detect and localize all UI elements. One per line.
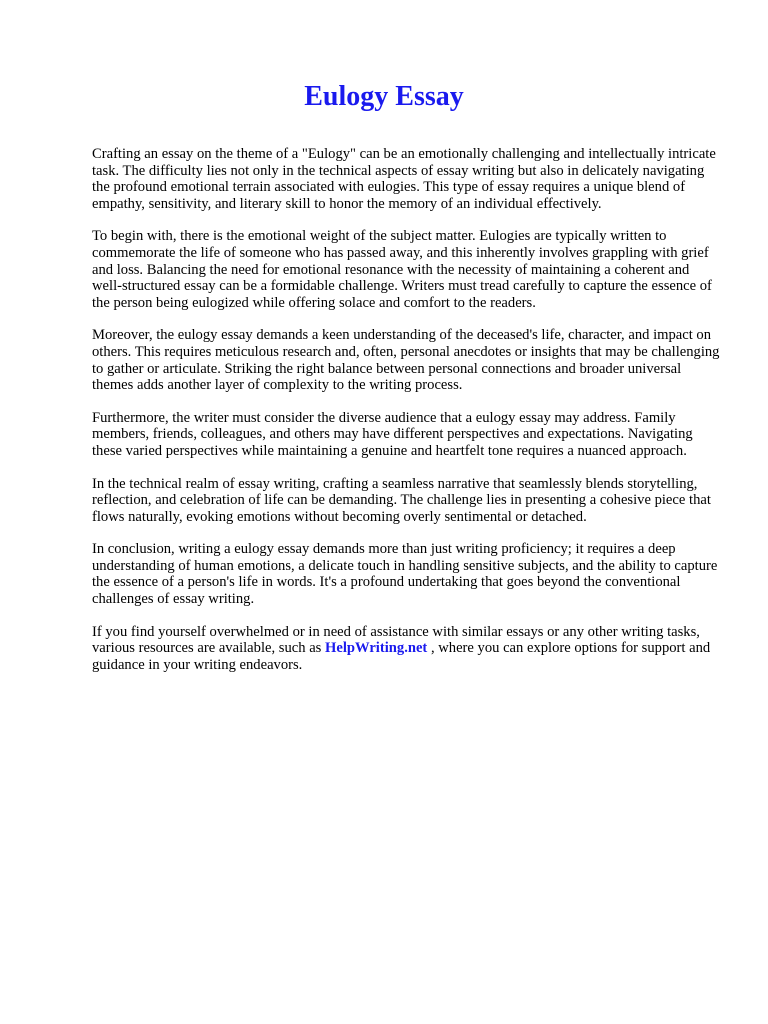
paragraph-intro: Crafting an essay on the theme of a "Eulogy" can be an emotionally challenging and intellectually intricate task. The difficulty lies not only in the technical aspects of essay writing but also in delicately navigating the profound emotional terrain associated with eulogies. This type of essay requires a unique blend of empathy, sensitivity, and literary skill to honor the memory of an individual effectively. [92, 146, 716, 212]
paragraph-conclusion: In conclusion, writing a eulogy essay demands more than just writing proficiency; it requires a deep understanding of human emotions, a delicate touch in handling sensitive subjects, and the ability to capture the essence of a person's life in words. It's a profound undertaking that goes beyond the conventional challenges of essay writing. [92, 541, 718, 608]
helpwriting-link[interactable]: HelpWriting.net [325, 640, 428, 657]
document-body [92, 146, 722, 689]
document-title: Eulogy Essay [304, 81, 464, 112]
resources-text-before: If you find yourself overwhelmed or in need of assistance with similar essays or any other writing tasks, various resources are available, such as [92, 623, 700, 657]
paragraph-emotional-weight: To begin with, there is the emotional weight of the subject matter. Eulogies are typically written to commemorate the life of someone who has passed away, and this inherently involves grappling with grief and loss. Balancing the need for emotional resonance with the necessity of maintaining a coherent and well-structured essay can be a formidable challenge. Writers must tread carefully to capture the essence of the person being eulogized while offering solace and comfort to the readers. [92, 228, 712, 311]
paragraph-audience: Furthermore, the writer must consider the diverse audience that a eulogy essay may address. Family members, friends, colleagues, and others may have different perspectives and expectations. Navigating these varied perspectives while maintaining a genuine and heartfelt tone requires a nuanced approach. [92, 409, 693, 459]
paragraph-technical: In the technical realm of essay writing, crafting a seamless narrative that seamlessly blends storytelling, reflection, and celebration of life can be demanding. The challenge lies in presenting a cohesive piece that flows naturally, evoking emotions without becoming overly sentimental or detached. [92, 475, 711, 525]
paragraph-resources [92, 624, 722, 674]
resources-text-after: , where you can explore options for support and guidance in your writing endeavors. [92, 640, 711, 673]
paragraph-understanding: Moreover, the eulogy essay demands a keen understanding of the deceased's life, character, and impact on others. This requires meticulous research and, often, personal anecdotes or insights that may be challenging to gather or articulate. Striking the right balance between personal connections and broader universal themes adds another layer of complexity to the writing process. [92, 327, 720, 394]
